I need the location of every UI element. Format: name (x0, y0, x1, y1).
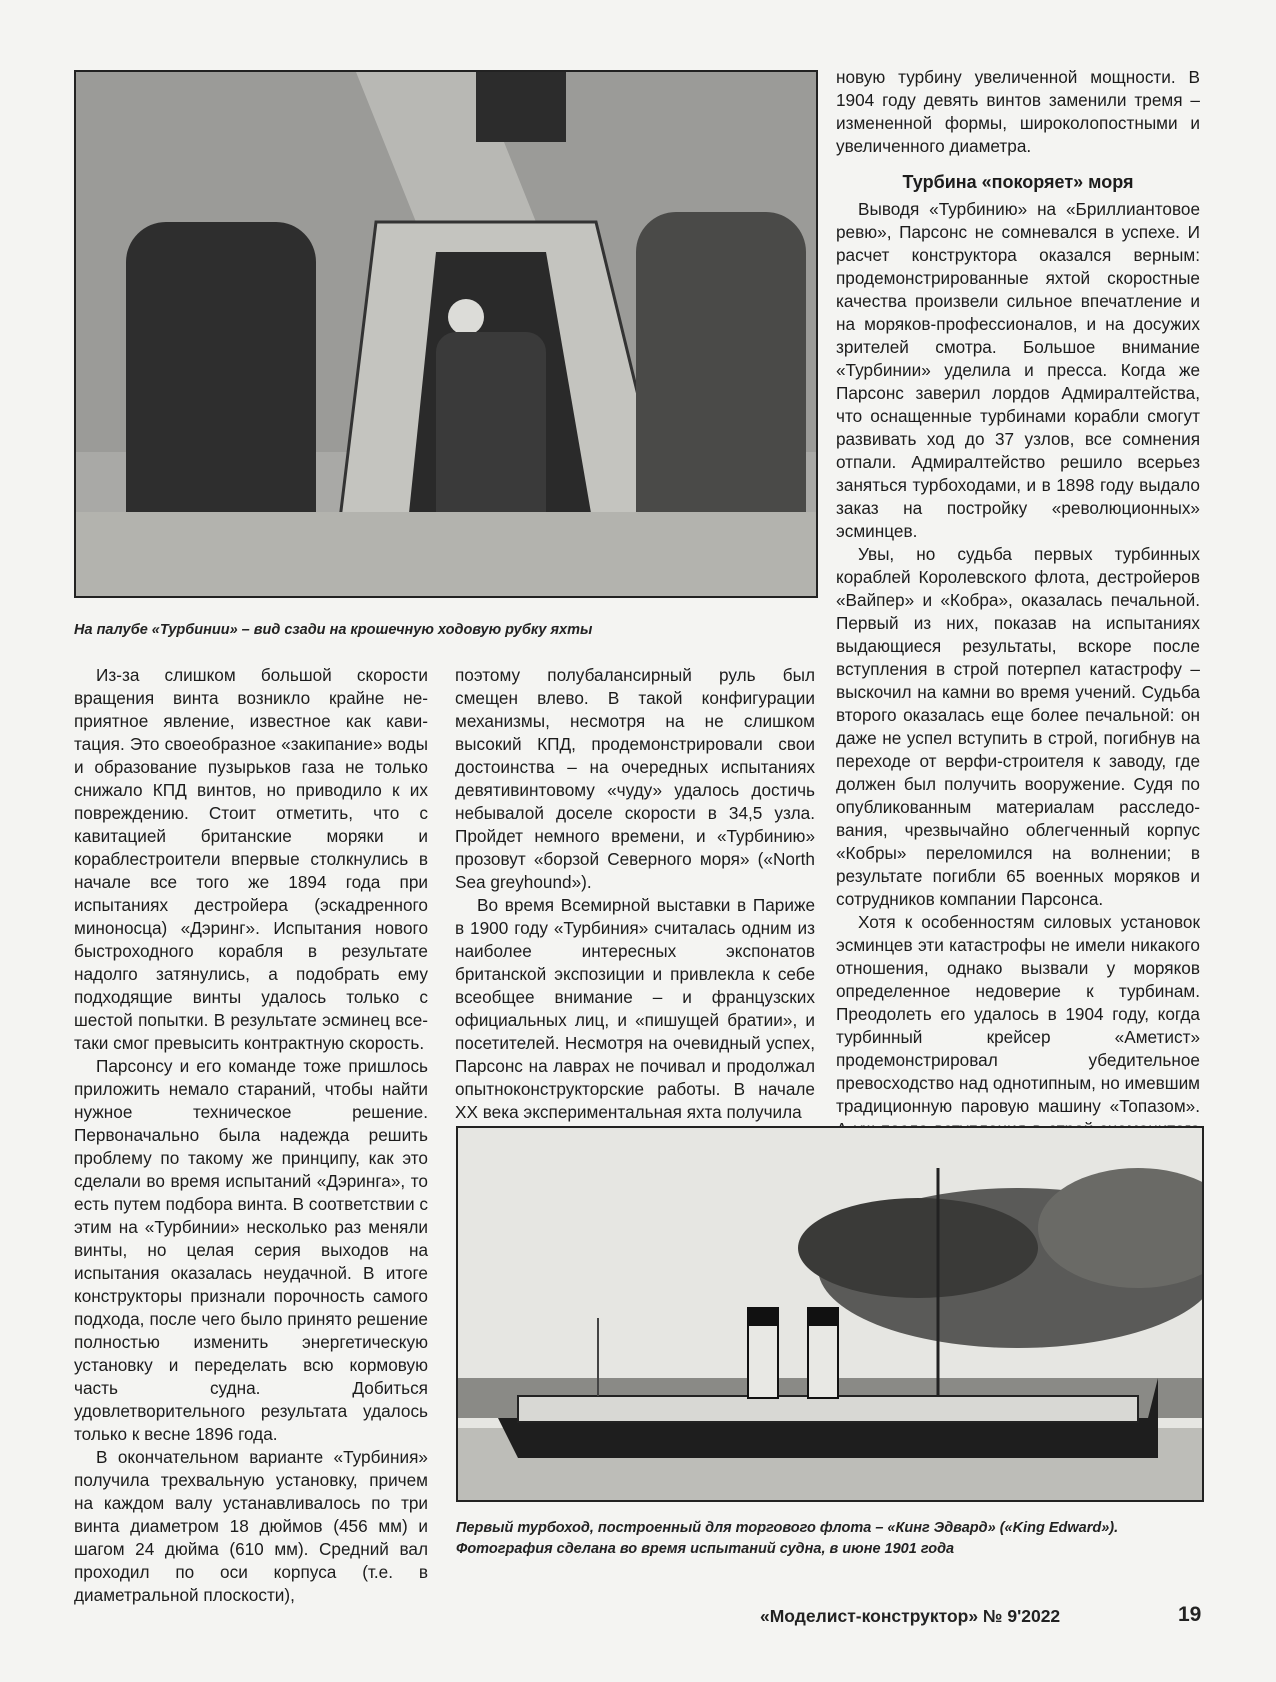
right-paragraph-1: Выводя «Турбинию» на «Бриллиантовое ревю», Парсонс не сомневался в успехе. И расчет конструктора оказался верным: продемонстрированные яхтой скоростные качества произвели сильное впечатление и на моряков-профессионалов, и на досужих зрителей смотра. Большое внимание «Турбинии» уделила и пресса. Когда же Парсонс заверил лордов Адмиралтейства, что оснащенные турбинами корабли смогут развивать ход до 37 узлов, все сомнения отпали. Адмиралтейство решило всерьез заняться турбоходами, и в 1898 году выдало заказ на постройку «революционных» эсминцев. (836, 199, 1200, 541)
top-photo-image (76, 72, 816, 596)
left-paragraph-2: Парсонсу и его команде тоже пришлось приложить немало стараний, чтобы найти нужное техническое решение. Первоначально была надежда решить проблему по такому же принципу, как это сделали во время испытаний «Дэринга», то есть путем подбора винта. В соответствии с этим на «Турбинии» несколько раз меняли винты, но целая серия выходов на испытания оказалась неудачной. В итоге конструкторы признали порочность самого подхода, после чего было принято решение полностью изменить энергетическую установку и переделать всю кормовую часть судна. Добиться удовлетворительного результата удалось только к весне 1896 года. (74, 1056, 428, 1444)
top-photo-caption: На палубе «Турбинии» – вид сзади на крошечную ходовую рубку яхты (74, 622, 593, 638)
left-column (74, 664, 428, 1607)
left-paragraph-1: Из-за слишком большой скорости вращения винта возникло крайне неприятное явление, известное как кавитация. Это своеобразное «закипание» воды и образование пузырьков газа не только снижало КПД винтов, но приводило к их повреждению. Стоит отметить, что с кавитацией британские моряки и кораблестроители впервые столкнулись в начале все того же 1894 года при испытаниях дестройера (эскадренного миноносца) «Дэринг». Испытания нового быстроходного корабля в результате надолго затянулись, а подобрать ему подходящие винты удалось только с шестой попытки. В результате эсминец все-таки смог превысить контрактную скорость. (74, 665, 428, 1053)
top-photo (74, 70, 818, 598)
middle-paragraph-1: поэтому полубалансирный руль был смещен влево. В такой конфигурации механизмы, несмотря на не слишком высокий КПД, продемонстрировали свои достоинства – на очередных испытаниях девятивинтовому «чуду» удалось достичь небывалой доселе скорости в 34,5 узла. Пройдет немного времени, и «Турбинию» прозовут «борзой Северного моря» («North Sea greyhound»). (455, 665, 815, 892)
right-paragraph-2: Увы, но судьба первых турбинных кораблей Королевского флота, дестройеров «Вайпер» и «Кобра», оказалась печальной. Первый из них, показав на испытаниях выдающиеся результаты, вскоре после вступления в строй потерпел катастрофу – выскочил на камни во время учений. Судьба второго оказалась еще более печальной: он даже не успел вступить в строй, погибнув на переходе от верфи-строителя к заводу, где должен был получить вооружение. Судя по опубликованным материалам расследования, чрезвычайно облегченный корпус «Кобры» переломился на волнении; в результате погибли 65 военных моряков и сотрудников компании Парсонса. (836, 544, 1200, 909)
magazine-title: «Моделист-конструктор» № 9'2022 (760, 1606, 1061, 1626)
section-heading: Турбина «покоряет» моря (902, 172, 1134, 192)
bottom-photo-image (458, 1128, 1202, 1500)
page-number: 19 (1178, 1603, 1202, 1626)
right-paragraph-0: новую турбину увеличенной мощности. В 1904 году девять винтов заменили тремя – измененной формы, широколопостными и увеличенного диаметра. (836, 67, 1200, 156)
bottom-photo-caption (456, 1518, 1216, 1560)
bottom-caption-line-2: Фотография сделана во время испытаний судна, в июне 1901 года (456, 1541, 955, 1557)
right-column (836, 66, 1200, 1164)
middle-paragraph-2: Во время Всемирной выставки в Париже в 1900 году «Турбиния» считалась одним из наиболее интересных экспонатов британской экспозиции и привлекла к себе всеобщее внимание – и французских официальных лиц, и «пишущей братии», и посетителей. Несмотря на очевидный успех, Парсонс на лаврах не почивал и продолжал опытноконструкторские работы. В начале XX века экспериментальная яхта получила (455, 895, 815, 1122)
left-paragraph-3: В окончательном варианте «Турбиния» получила трехвальную установку, причем на каждом валу устанавливалось по три винта диаметром 18 дюймов (456 мм) и шагом 24 дюйма (610 мм). Средний вал проходил по оси корпуса (т.е. в диаметральной плоскости), (74, 1447, 428, 1605)
middle-column (455, 664, 815, 1124)
right-paragraph-3: Хотя к особенностям силовых установок эсминцев эти катастрофы не имели никакого отношения, однако вызвали у моряков определенное недоверие к турбинам. Преодолеть его удалось в 1904 году, когда турбинный крейсер «Аметист» продемонстрировал убедительное превосходство над однотипным, но имевшим традиционную паровую машину «Топазом». (836, 912, 1200, 1116)
bottom-photo (456, 1126, 1204, 1502)
bottom-caption-line-1: Первый турбоход, построенный для торгового флота – «Кинг Эдвард» («King Edward»). (456, 1520, 1119, 1536)
